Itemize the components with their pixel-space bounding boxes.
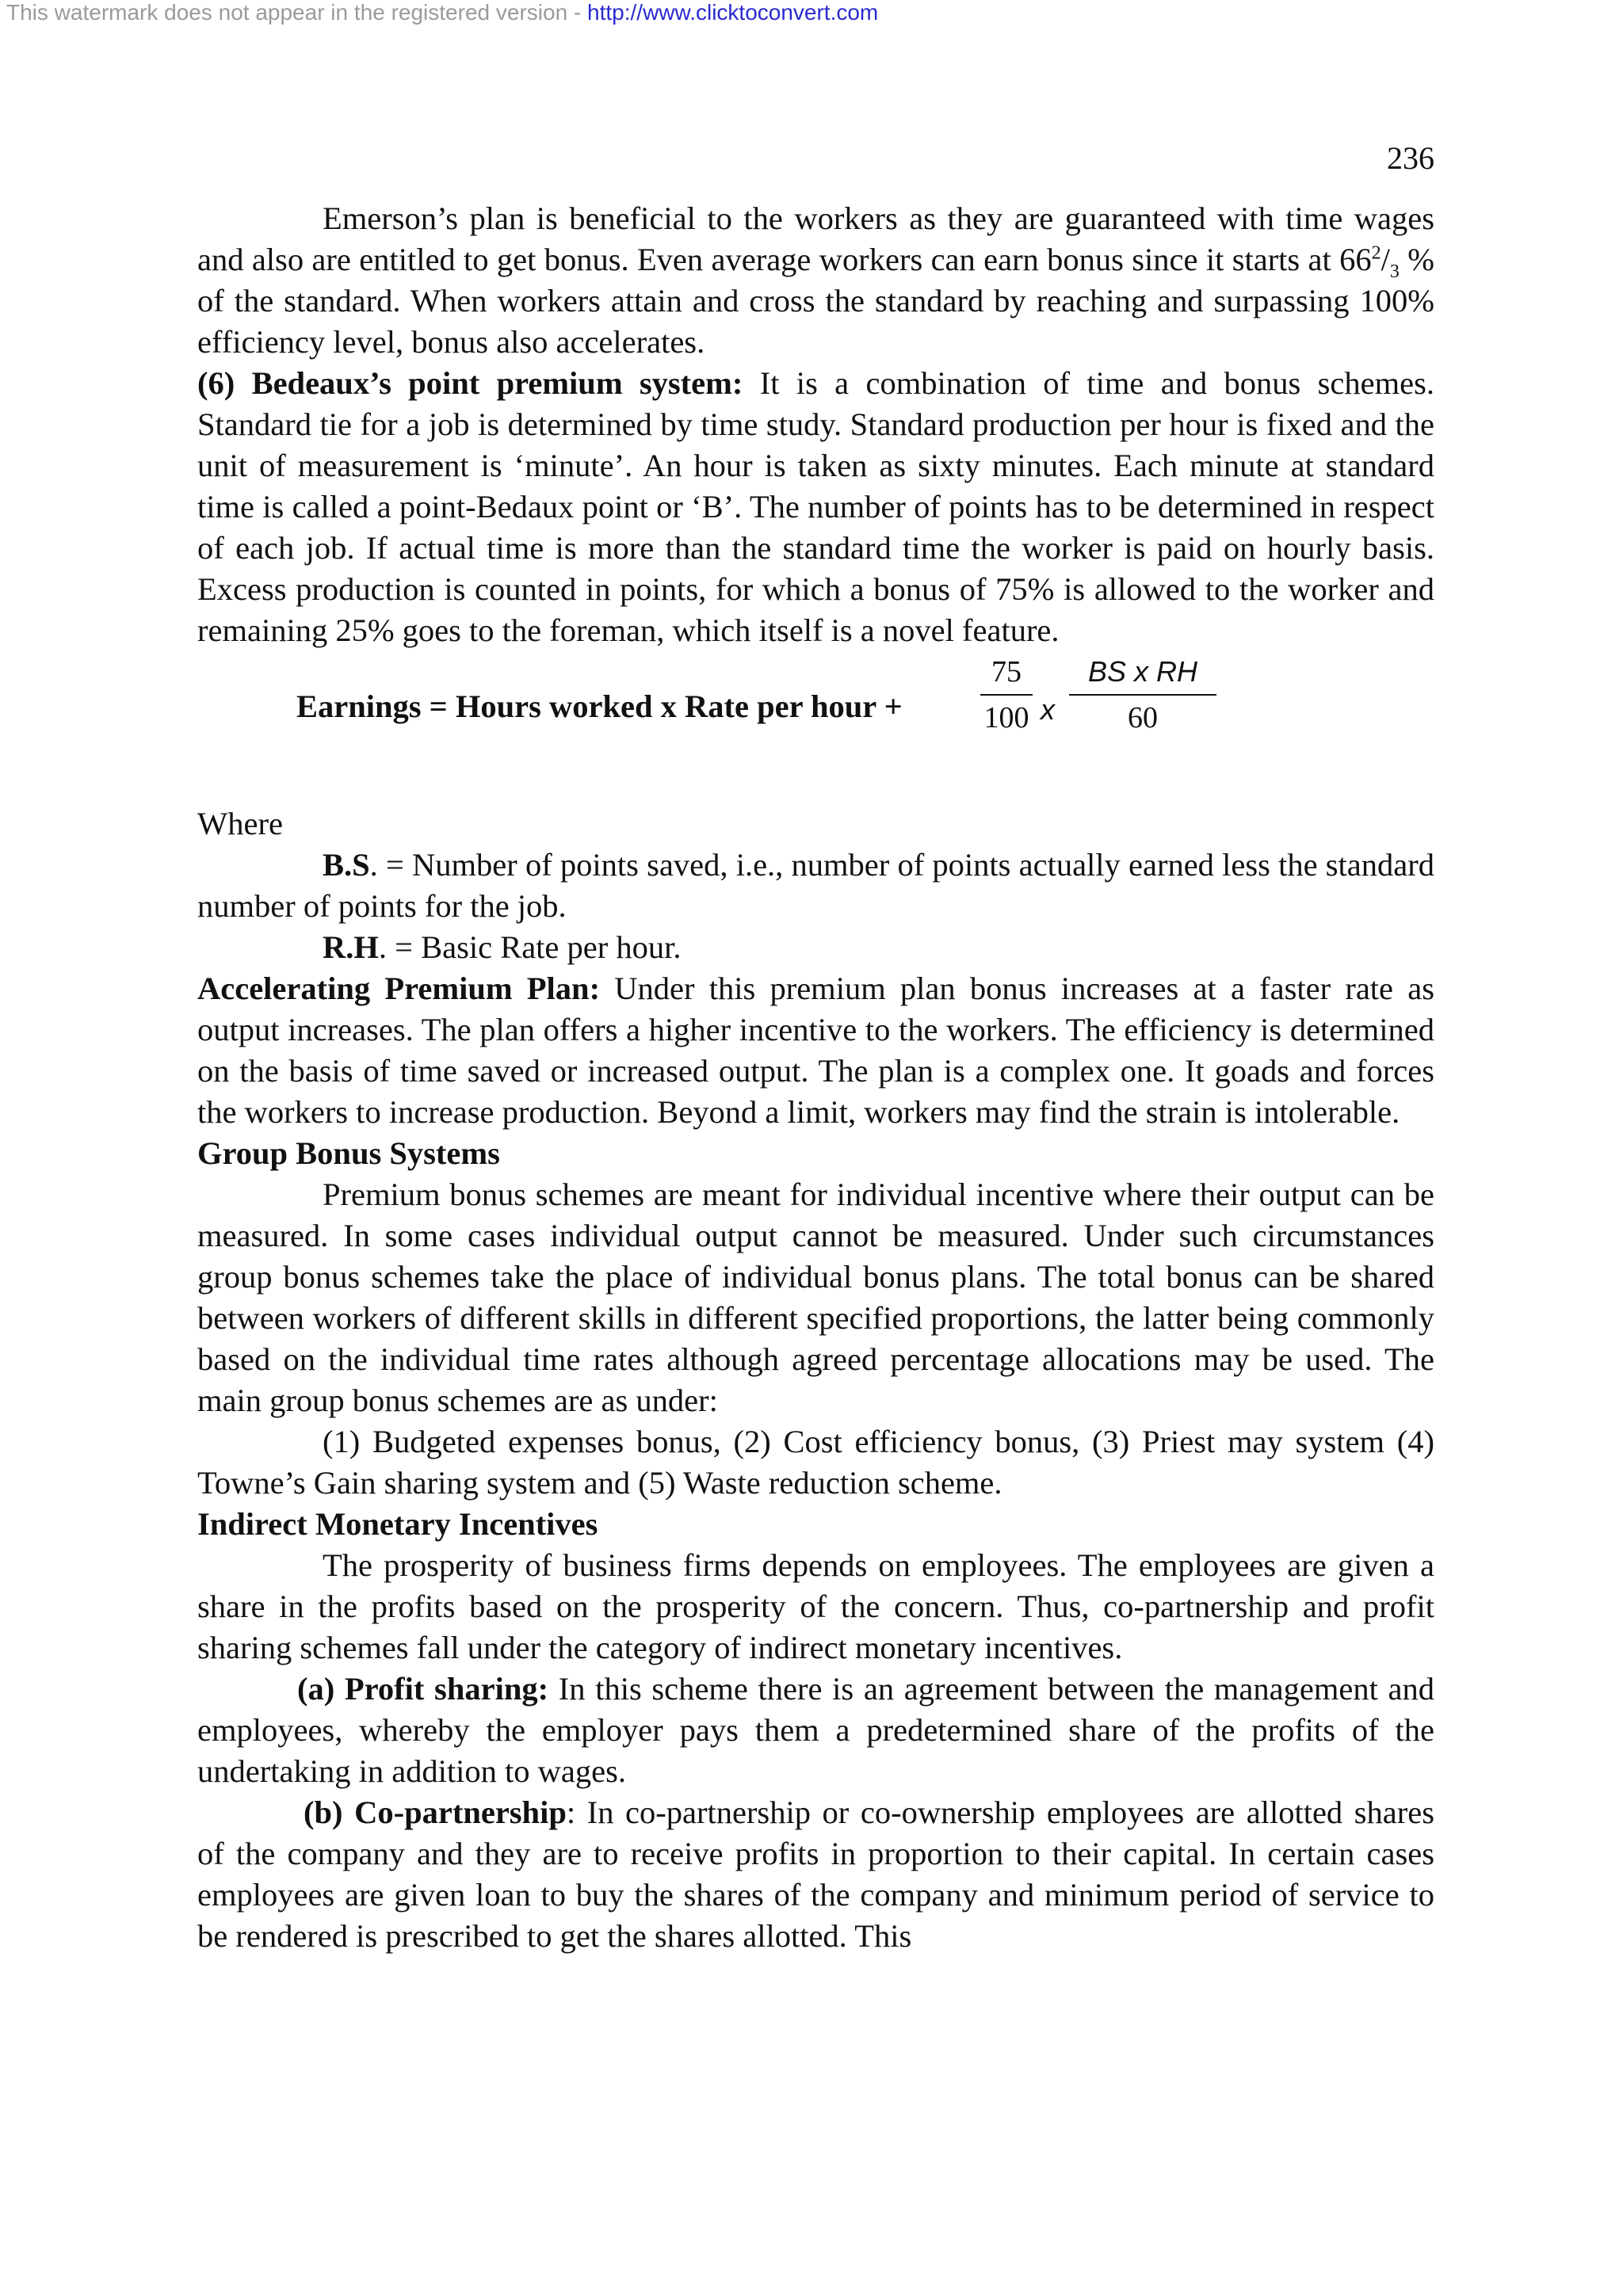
- watermark: [6, 0, 878, 25]
- paragraph-text: Emerson’s plan is beneficial to the workers as they are guaranteed with time wages and also are entitled to get bonus. Even average workers can earn bonus since it starts at 66: [197, 200, 1434, 277]
- fraction-75-over-100: [980, 654, 1033, 735]
- section-heading: (6) Bedeaux’s point premium system:: [197, 365, 743, 401]
- fraction-denominator: 60: [1128, 701, 1158, 734]
- section-heading: Accelerating Premium Plan:: [197, 971, 601, 1006]
- fraction-bar: [980, 694, 1033, 696]
- heading-indirect: Indirect Monetary Incentives: [197, 1506, 598, 1542]
- definition-text: . = Basic Rate per hour.: [378, 929, 682, 965]
- paragraph-emerson: [197, 198, 1434, 363]
- watermark-text: This watermark does not appear in the registered version -: [6, 0, 588, 25]
- section-heading: (b) Co-partnership: [304, 1794, 567, 1830]
- paragraph-accelerating: [197, 968, 1434, 1133]
- superscript: 2: [1371, 242, 1381, 264]
- subscript: 3: [1389, 261, 1400, 283]
- watermark-link[interactable]: http://www.clicktoconvert.com: [587, 0, 879, 25]
- paragraph-text: % of the standard. When workers attain and cross the standard by reaching and surpassing 100% efficiency level, bonus also accelerates.: [197, 242, 1434, 360]
- definition-term: R.H: [323, 929, 379, 965]
- paragraph-profit-sharing: [197, 1669, 1434, 1792]
- heading-group-bonus: Group Bonus Systems: [197, 1135, 500, 1171]
- fraction-numerator: 75: [991, 655, 1022, 688]
- page-number: 236: [1387, 140, 1434, 176]
- paragraph-indirect: The prosperity of business firms depends on employees. The employees are given a share in the profits based on the prosperity of the concern. Thus, co-partnership and profit sharing schemes fall under the category of indirect monetary incentives.: [197, 1547, 1434, 1665]
- where-label: Where: [197, 806, 283, 841]
- fraction-numerator: BS x RH: [1087, 655, 1198, 688]
- paragraph-group-list: (1) Budgeted expenses bonus, (2) Cost efficiency bonus, (3) Priest may system (4) Towne’s Gain sharing system and (5) Waste reduction scheme.: [197, 1424, 1434, 1501]
- definition-bs: [197, 845, 1434, 927]
- paragraph-co-partnership: [197, 1792, 1434, 1957]
- fraction-slash: /: [1381, 242, 1390, 277]
- paragraph-text: : In co-partnership or co-ownership employees are allotted shares of the company and they are to receive profits in proportion to their capital. In certain cases employees are given loan to buy the shares of the company and minimum period of service to be rendered is prescribed to get the shares allotted. This: [197, 1794, 1434, 1954]
- multiply-sign: x: [1041, 693, 1055, 726]
- fraction-denominator: 100: [983, 701, 1029, 734]
- document-body: [197, 198, 1434, 1957]
- paragraph-text: Under this premium plan bonus increases at a faster rate as output increases. The plan offers a higher incentive to the workers. The efficiency is determined on the basis of time saved or increased output. The plan is a complex one. It goads and forces the workers to increase production. Beyond a limit, workers may find the strain is intolerable.: [197, 971, 1434, 1130]
- definition-text: . = Number of points saved, i.e., number of points actually earned less the standard number of points for the job.: [197, 847, 1434, 924]
- definition-term: B.S: [323, 847, 370, 883]
- definition-rh: [197, 927, 1434, 968]
- paragraph-text: It is a combination of time and bonus schemes. Standard tie for a job is determined by time study. Standard production per hour is fixed and the unit of measurement is ‘minute’. An hour is taken as sixty minutes. Each minute at standard time is called a point-Bedaux point or ‘B’. The number of points has to be determined in respect of each job. If actual time is more than the standard time the worker is paid on hourly basis. Excess production is counted in points, for which a bonus of 75% is allowed to the worker and remaining 25% goes to the foreman, which itself is a novel feature.: [197, 365, 1434, 648]
- section-heading: (a) Profit sharing:: [297, 1671, 549, 1707]
- fraction-bar: [1069, 694, 1216, 696]
- paragraph-group: Premium bonus schemes are meant for individual incentive where their output can be measured. In some cases individual output cannot be measured. Under such circumstances group bonus schemes take the place of individual bonus plans. The total bonus can be shared between workers of different skills in different specified proportions, the latter being commonly based on the individual time rates although agreed percentage allocations may be used. The main group bonus schemes are as under:: [197, 1177, 1434, 1418]
- fraction-bs-rh-over-60: [1069, 654, 1216, 735]
- formula-label: Earnings = Hours worked x Rate per hour +: [296, 688, 903, 724]
- earnings-formula: [197, 654, 1434, 762]
- paragraph-bedeaux: [197, 363, 1434, 651]
- paragraph-text: In this scheme there is an agreement between the management and employees, whereby the employer pays them a predetermined share of the profits of the undertaking in addition to wages.: [197, 1671, 1434, 1789]
